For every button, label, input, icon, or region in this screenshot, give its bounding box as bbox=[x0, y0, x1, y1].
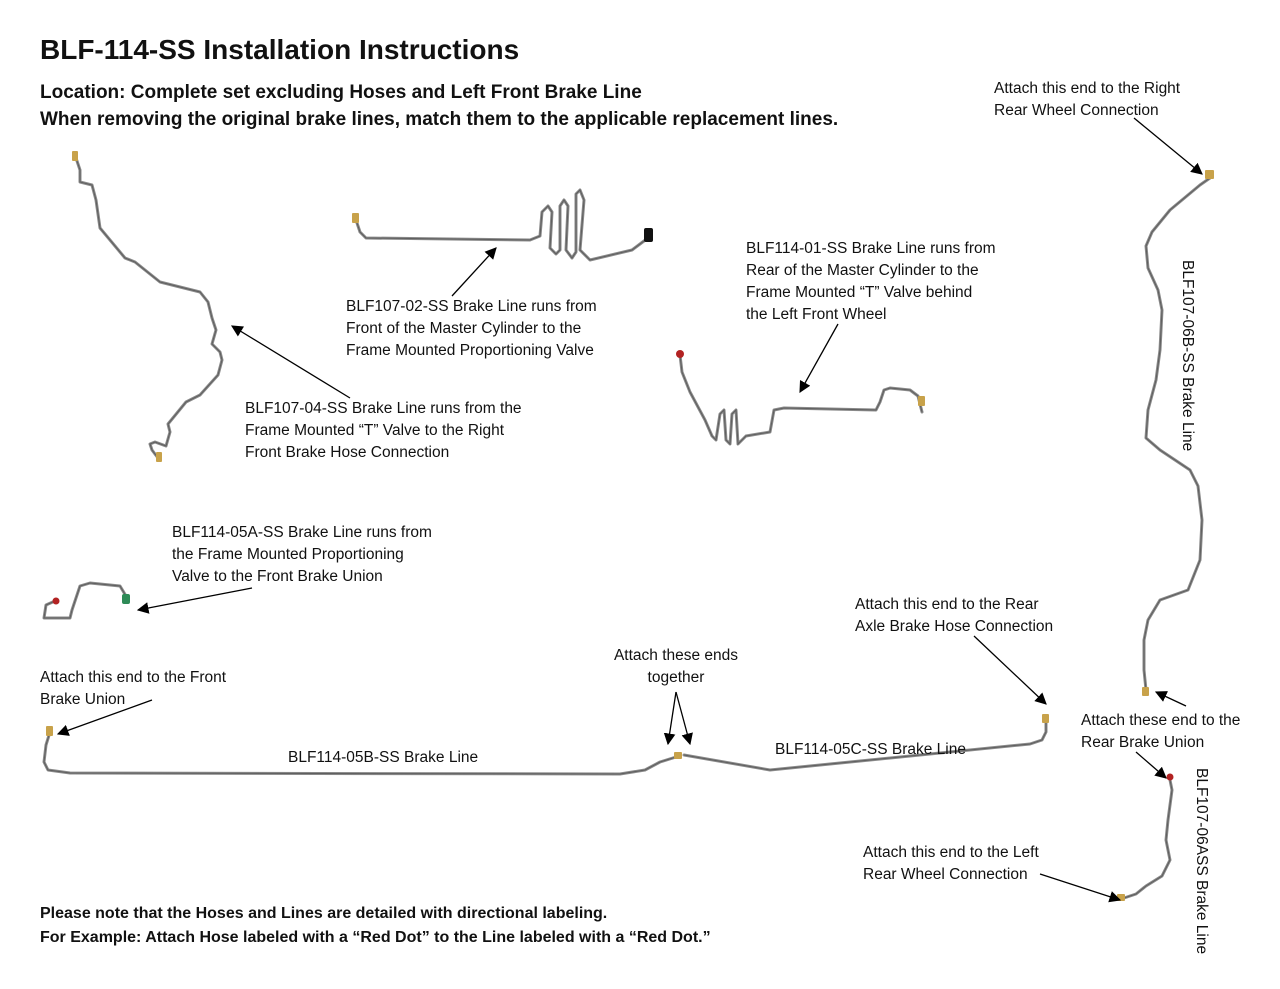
label-right-rear: Attach this end to the Right Rear Wheel Connection bbox=[994, 80, 1181, 119]
label-blf114-05c: BLF114-05C-SS Brake Line bbox=[775, 741, 966, 758]
label-rear-axle: Attach this end to the Rear Axle Brake Hose Connection bbox=[855, 596, 1054, 635]
brake-line-blf114-01 bbox=[676, 350, 925, 444]
arrow-ends-left bbox=[668, 692, 676, 744]
label-blf107-06a: BLF107-06ASS Brake Line bbox=[1193, 768, 1210, 955]
label-blf114-05a: BLF114-05A-SS Brake Line runs from the Frame Mounted Proportioning Valve to the Front Brake Union bbox=[172, 524, 432, 585]
fitting-join bbox=[674, 752, 682, 759]
arrow-rear-axle bbox=[974, 636, 1046, 704]
fitting-top bbox=[72, 151, 78, 161]
footer-example: For Example: Attach Hose labeled with a “Red Dot” to the Line labeled with a “Red Dot.” bbox=[40, 929, 711, 946]
arrow-blf114-01 bbox=[800, 324, 838, 392]
footer-note: Please note that the Hoses and Lines are detailed with directional labeling. bbox=[40, 905, 608, 922]
fitting-right bbox=[1042, 714, 1049, 723]
label-ends-together: Attach these ends together bbox=[613, 647, 739, 686]
label-blf114-05b: BLF114-05B-SS Brake Line bbox=[288, 749, 479, 766]
instruction-note: When removing the original brake lines, match them to the applicable replacement lines. bbox=[40, 109, 839, 130]
fitting-black-right bbox=[644, 228, 653, 242]
fitting-left bbox=[352, 213, 359, 223]
arrow-left-rear bbox=[1040, 874, 1120, 900]
arrow-blf107-04 bbox=[232, 326, 350, 398]
red-dot-fitting bbox=[676, 350, 684, 358]
label-blf107-04: BLF107-04-SS Brake Line runs from the Frame Mounted “T” Valve to the Right Front Brake Hose Connection bbox=[245, 400, 522, 461]
fitting-bottom bbox=[1142, 687, 1149, 696]
arrow-blf114-05a bbox=[138, 588, 252, 610]
fitting-left bbox=[46, 726, 53, 736]
brake-line-blf107-02 bbox=[352, 190, 653, 260]
fitting-top bbox=[1205, 170, 1214, 179]
label-left-rear: Attach this end to the Left Rear Wheel Connection bbox=[863, 844, 1039, 883]
arrow-rear-union-up bbox=[1156, 692, 1186, 706]
arrow-right-rear bbox=[1134, 118, 1202, 174]
fitting-bottom bbox=[156, 452, 162, 462]
arrow-blf107-02 bbox=[452, 248, 496, 296]
green-fitting bbox=[122, 594, 130, 604]
fitting-right bbox=[918, 396, 925, 406]
arrow-rear-union-down bbox=[1136, 752, 1166, 778]
page-title: BLF-114-SS Installation Instructions bbox=[40, 34, 520, 65]
label-blf114-01: BLF114-01-SS Brake Line runs from Rear of the Master Cylinder to the Frame Mounted “T” Valve behind the Left Front Wheel bbox=[746, 240, 996, 323]
label-rear-union: Attach these end to the Rear Brake Union bbox=[1081, 712, 1241, 751]
red-dot-fitting bbox=[53, 598, 60, 605]
location-note: Location: Complete set excluding Hoses and Left Front Brake Line bbox=[40, 82, 642, 103]
brake-line-blf107-04 bbox=[72, 151, 222, 462]
brake-line-blf114-05a bbox=[44, 583, 130, 618]
label-front-union: Attach this end to the Front Brake Union bbox=[40, 669, 227, 708]
brake-line-blf107-06a bbox=[1117, 774, 1174, 902]
label-blf107-06b: BLF107-06B-SS Brake Line bbox=[1179, 260, 1196, 452]
label-blf107-02: BLF107-02-SS Brake Line runs from Front of the Master Cylinder to the Frame Mounted Proportioning Valve bbox=[346, 298, 597, 359]
arrow-ends-right bbox=[676, 692, 690, 744]
red-dot-fitting bbox=[1167, 774, 1174, 781]
